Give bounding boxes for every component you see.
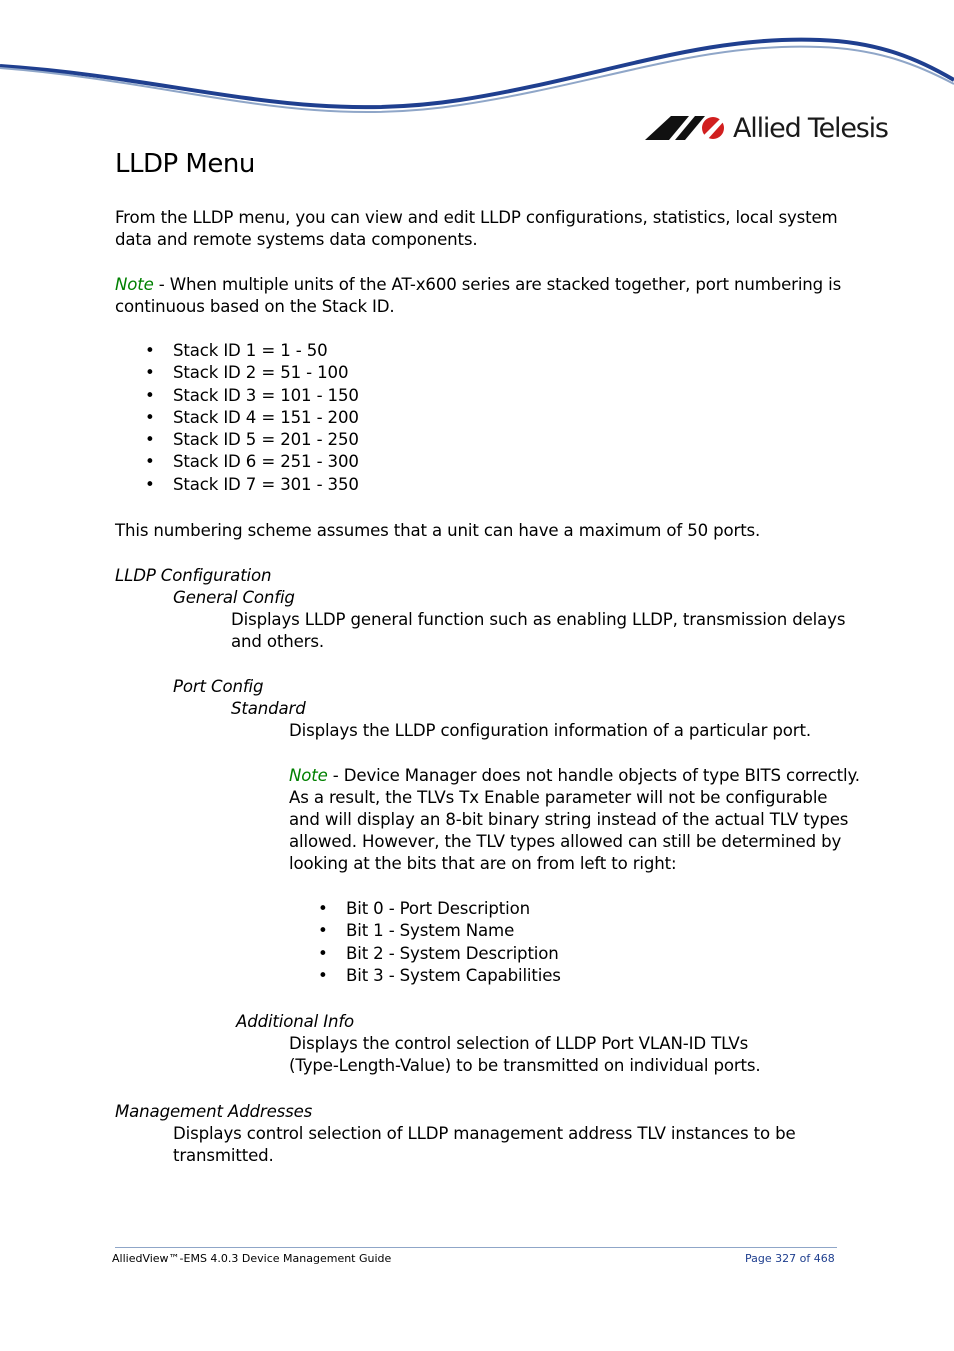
numbering-scheme-text: This numbering scheme assumes that a unit can have a maximum of 50 ports. <box>115 521 761 540</box>
port-config-heading: Port Config <box>173 677 264 696</box>
additional-info-heading: Additional Info <box>236 1012 355 1031</box>
list-item: • Bit 2 - System Description <box>318 943 561 965</box>
note-label: Note <box>115 275 154 294</box>
management-addresses-line: Displays control selection of LLDP management address TLV instances to be <box>173 1124 796 1143</box>
list-item: • Stack ID 7 = 301 - 350 <box>145 474 359 496</box>
note-text: - Device Manager does not handle objects of type BITS correctly. <box>327 766 860 785</box>
general-config-line: Displays LLDP general function such as enabling LLDP, transmission delays <box>231 610 846 629</box>
management-addresses-heading: Management Addresses <box>115 1102 313 1121</box>
lldp-configuration-heading: LLDP Configuration <box>115 566 272 585</box>
list-item: • Stack ID 2 = 51 - 100 <box>145 362 359 384</box>
allied-telesis-logo <box>645 108 905 148</box>
additional-info-line: (Type-Length-Value) to be transmitted on individual ports. <box>289 1056 761 1075</box>
note-text: - When multiple units of the AT-x600 series are stacked together, port numbering is <box>153 275 842 294</box>
list-item: • Stack ID 6 = 251 - 300 <box>145 451 359 473</box>
page-title: LLDP Menu <box>115 149 255 179</box>
additional-info-line: Displays the control selection of LLDP Port VLAN-ID TLVs <box>289 1034 749 1053</box>
general-config-heading: General Config <box>173 588 295 607</box>
list-item: • Stack ID 5 = 201 - 250 <box>145 429 359 451</box>
intro-line: data and remote systems data components. <box>115 230 478 249</box>
general-config-line: and others. <box>231 632 324 651</box>
list-item: • Bit 1 - System Name <box>318 920 561 942</box>
stack-id-list <box>145 340 359 496</box>
standard-text: Displays the LLDP configuration information of a particular port. <box>289 721 811 740</box>
intro-line: From the LLDP menu, you can view and edit LLDP configurations, statistics, local system <box>115 208 838 227</box>
note-line: allowed. However, the TLV types allowed can still be determined by <box>289 832 842 851</box>
standard-heading: Standard <box>231 699 306 718</box>
note-paragraph <box>115 274 841 296</box>
list-item: • Bit 3 - System Capabilities <box>318 965 561 987</box>
logo-text: Allied Telesis <box>733 112 888 144</box>
note-line: looking at the bits that are on from left to right: <box>289 854 677 873</box>
note-label: Note <box>289 766 328 785</box>
list-item: • Bit 0 - Port Description <box>318 898 561 920</box>
list-item: • Stack ID 3 = 101 - 150 <box>145 385 359 407</box>
footer-page-number: Page 327 of 468 <box>745 1252 835 1265</box>
note-line: and will display an 8-bit binary string instead of the actual TLV types <box>289 810 849 829</box>
note-line: continuous based on the Stack ID. <box>115 297 395 316</box>
management-addresses-line: transmitted. <box>173 1146 274 1165</box>
list-item: • Stack ID 1 = 1 - 50 <box>145 340 359 362</box>
note-paragraph <box>289 765 860 787</box>
footer-guide-title: AlliedView™-EMS 4.0.3 Device Management Guide <box>112 1252 392 1265</box>
logo-mark-icon <box>645 114 725 142</box>
footer-divider <box>115 1247 837 1248</box>
note-line: As a result, the TLVs Tx Enable parameter will not be configurable <box>289 788 828 807</box>
bits-list <box>318 898 561 987</box>
list-item: • Stack ID 4 = 151 - 200 <box>145 407 359 429</box>
